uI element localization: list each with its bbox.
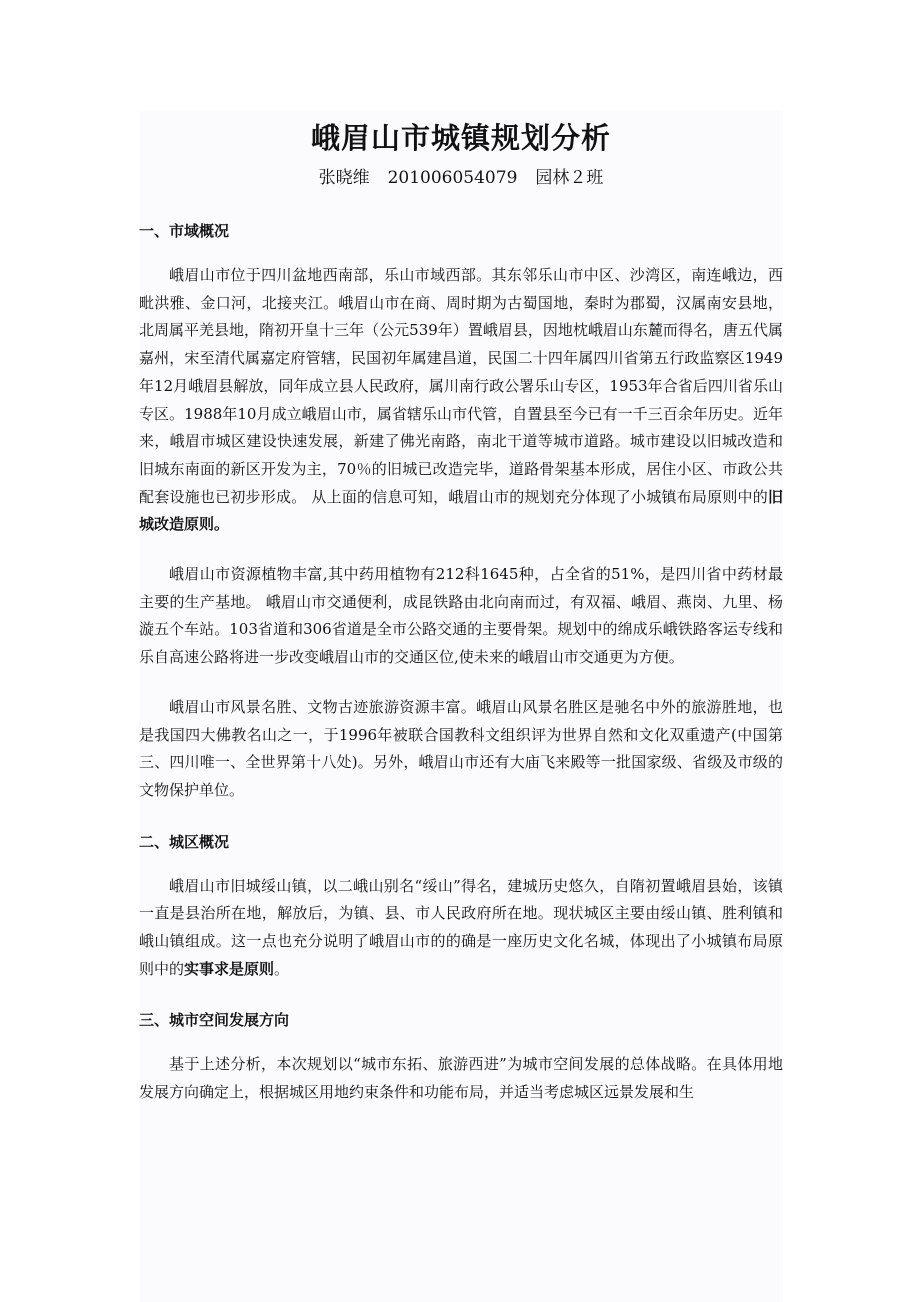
- paragraph-tail: 。: [274, 959, 290, 978]
- paragraph-bold-term: 实事求是原则: [184, 959, 275, 978]
- section-heading-2: 二、城区概况: [139, 832, 230, 851]
- document-title: 峨眉山市城镇规划分析: [310, 121, 611, 155]
- author-line: [139, 164, 783, 192]
- section-heading-1: 一、市域概况: [139, 222, 230, 240]
- class-name: 园林２班: [535, 168, 604, 188]
- section-1-paragraph-1: [139, 262, 783, 539]
- document-page: [139, 110, 783, 1302]
- section-heading-3: 三、城市空间发展方向: [139, 1011, 290, 1030]
- paragraph-text: 基于上述分析，本次规划以“城市东拓、旅游西进”为城市空间发展的总体战略。在具体用地发展方向确定上，根据城区用地约束条件和功能布局，并适当考虑城区远景发展和生: [139, 1055, 783, 1102]
- section-1-paragraph-2: [139, 561, 783, 672]
- section-3-paragraph-1: [139, 1051, 783, 1106]
- paragraph-text: 峨眉山市旧城绥山镇，以二峨山别名“绥山”得名，建城历史悠久，自隋初置峨眉县始，该镇一直是县治所在地，解放后，为镇、县、市人民政府所在地。现状城区主要由绥山镇、胜利镇和峨山镇组成。这一点也充分说明了峨眉山市的的确是一座历史文化名城，体现出了小城镇布局原则中的: [139, 876, 783, 978]
- author-name: 张晓维: [318, 168, 370, 188]
- paragraph-text: 峨眉山市资源植物丰富,其中药用植物有212科1645种，占全省的51%，是四川省中药材最主要的生产基地。 峨眉山市交通便利，成昆铁路由北向南而过，有双福、峨眉、燕岗、九里、杨漩五个车站。103省道和306省道是全市公路交通的主要骨架。规划中的绵成乐峨铁路客运专线和乐自高速公路将进一步改变峨眉山市的交通区位,使未来的峨眉山市交通更为方便。: [139, 565, 783, 667]
- section-1-paragraph-3: [139, 694, 783, 805]
- paragraph-bold-term: 旧城改造原则。: [139, 487, 783, 534]
- paragraph-text: 峨眉山市位于四川盆地西南部，乐山市域西部。其东邻乐山市中区、沙湾区，南连峨边，西毗洪雅、金口河，北接夹江。峨眉山市在商、周时期为古蜀国地，秦时为郡蜀，汉属南安县地，北周属平羌县地，隋初开皇十三年（公元539年）置峨眉县，因地枕峨眉山东麓而得名，唐五代属嘉州，宋至清代属嘉定府管辖，民国初年属建昌道，民国二十四年属四川省第五行政监察区1949年12月峨眉县解放，同年成立县人民政府，属川南行政公署乐山专区，1953年合省后四川省乐山专区。1988年10月成立峨眉山市，属省辖乐山市代管，自置县至今已有一千三百余年历史。近年来，峨眉市城区建设快速发展，新建了佛光南路，南北干道等城市道路。城市建设以旧城改造和旧城东南面的新区开发为主，70％的旧城已改造完毕，道路骨架基本形成，居住小区、市政公共配套设施也已初步形成。 从上面的信息可知，峨眉山市的规划充分体现了小城镇布局原则中的: [139, 266, 783, 506]
- section-2-paragraph-1: [139, 873, 783, 984]
- student-id: 201006054079: [387, 168, 518, 188]
- paragraph-text: 峨眉山市风景名胜、文物古迹旅游资源丰富。峨眉山风景名胜区是驰名中外的旅游胜地，也是我国四大佛教名山之一，于1996年被联合国教科文组织评为世界自然和文化双重遗产(中国第三、四川唯一、全世界第十八处)。另外，峨眉山市还有大庙飞来殿等一批国家级、省级及市级的文物保护单位。: [139, 697, 783, 799]
